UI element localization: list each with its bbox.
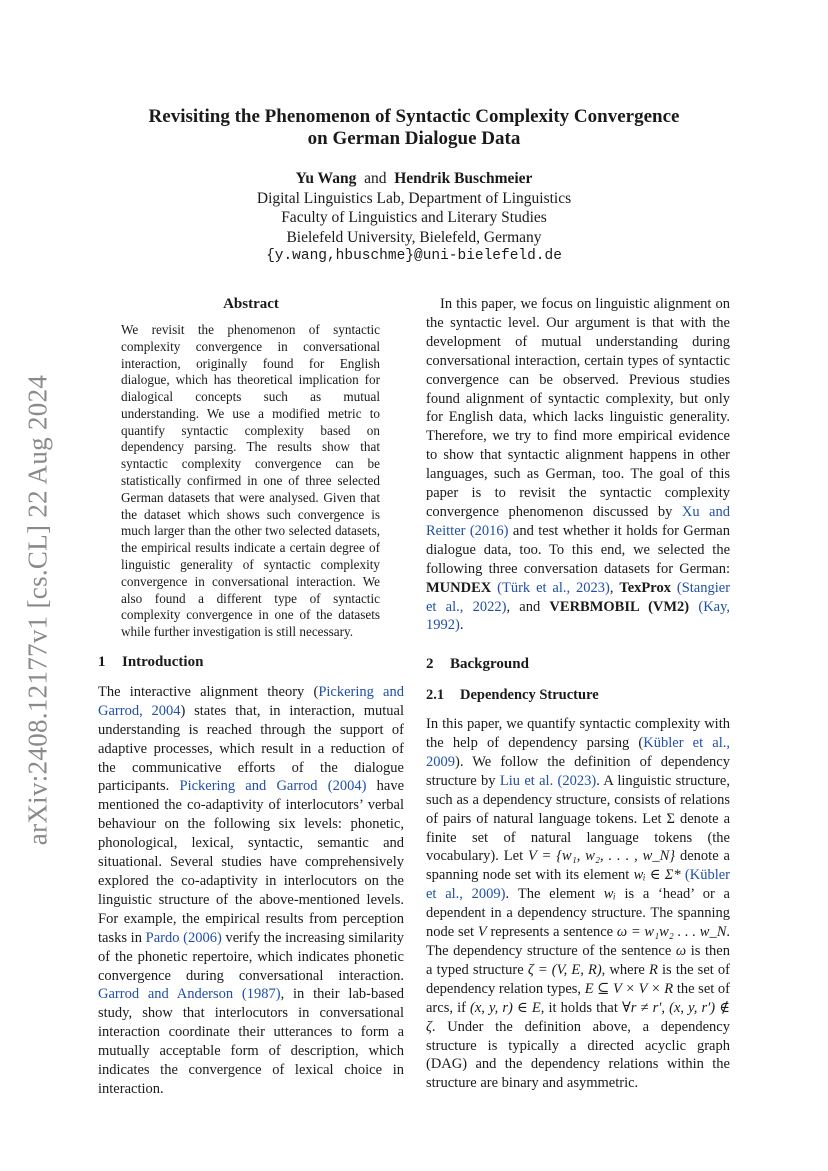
dep-text-b: ). We follow the definition of dependency structure by — [426, 753, 730, 789]
intro-text-b: ) states that, in interaction, mutual understanding is reached through the support of adaptive processes, which result in a reduction of the communicative efforts of the dialogue participants. — [98, 702, 405, 795]
intro-text-a: The interactive alignment theory ( — [98, 683, 319, 700]
math-expression: R — [649, 961, 658, 978]
affiliation-2: Faculty of Linguistics and Literary Studies — [281, 209, 547, 226]
math-expression: ω — [675, 943, 687, 959]
citation-link[interactable]: Kübler et al., 2009 — [426, 735, 731, 770]
intro-paragraph — [98, 683, 404, 1099]
dep-text-e: . The element — [505, 886, 604, 903]
intro-text-e: , in their lab-based study, show that interlocutors in conversational interaction coordinate their utterances to form a mutually acceptable form of description, which indicates the convergence of lexical choice in interaction. — [98, 986, 404, 1097]
affiliation-1: Digital Linguistics Lab, Department of Linguistics — [256, 189, 572, 207]
section-2-number: 2 — [426, 656, 434, 673]
subsection-2-1-heading — [426, 686, 730, 705]
arxiv-side-stamp — [18, 360, 58, 860]
section-1-number: 1 — [98, 654, 106, 671]
dependency-structure-paragraph — [426, 715, 730, 1093]
section-1-title: Introduction — [122, 654, 204, 671]
math-expression: V — [477, 924, 487, 941]
author-email: {y.wang,hbuschme}@uni-bielefeld.de — [266, 248, 562, 264]
dataset-name: TexProx — [619, 579, 671, 596]
subsection-2-1-title: Dependency Structure — [460, 687, 599, 704]
arxiv-identifier: arXiv:2408.12177v1 [cs.CL] 22 Aug 2024 — [22, 374, 53, 846]
author-2: Hendrik Buschmeier — [394, 170, 533, 187]
math-expression: ζ = (V, E, R) — [527, 961, 602, 978]
affiliation-3: Bielefeld University, Bielefeld, Germany — [286, 228, 542, 246]
dep-text-k: is the set of dependency relation types, — [426, 961, 731, 997]
left-column — [98, 295, 404, 1099]
intro-text-c: have mentioned the co-adaptivity of interlocutors’ verbal behaviour on the following six levels: phonetic, phonological, lexical, syntactic, semantic and situational. Several studies have comprehensively explored the co-adaptivity in interlocutors on the linguistic structure of the above-mentioned levels. For example, the empirical results from perception tasks in — [98, 778, 404, 946]
math-expression: wᵢ — [603, 886, 616, 903]
abstract-heading: Abstract — [223, 296, 279, 312]
dep-text-g: represents a sentence — [486, 924, 617, 941]
author-names — [100, 169, 728, 189]
citation-link[interactable]: Liu et al. (2023) — [499, 772, 597, 789]
author-block — [100, 169, 728, 267]
dep-text-l: the set of arcs, if — [426, 980, 730, 1016]
dep-text-c: . A linguistic structure, such as a dependency structure, consists of relations of pairs of natural language tokens. Let Σ denote a finite set of natural language tokens (the vocabulary). Let — [426, 772, 730, 865]
citation-link[interactable]: (Kübler et al., 2009) — [426, 867, 730, 903]
dep-text-n: . Under the definition above, a dependency structure is typically a directed acyclic graph (DAG) and the dependency relations within the structure are binary and asymmetric. — [426, 1018, 730, 1092]
dep-text-d: denote a spanning node set with its element — [426, 848, 730, 884]
section-2-title: Background — [450, 656, 529, 673]
math-expression: ∀r ≠ r′, (x, y, r′) ∉ ζ — [426, 999, 730, 1035]
math-expression: wᵢ ∈ Σ* — [633, 867, 681, 884]
section-1-heading — [98, 653, 404, 672]
citation-link[interactable]: Pickering and Garrod (2004) — [179, 778, 367, 795]
citation-link[interactable]: (Kay, 1992) — [426, 598, 731, 634]
right-intro-text-b: and test whether it holds for German dialogue data, too. To this end, we selected the following three conversation datasets for German: — [426, 522, 730, 577]
dataset-name: VERBMOBIL (VM2) — [549, 598, 690, 615]
paper-title — [100, 106, 728, 150]
right-intro-text-a: In this paper, we focus on linguistic alignment on the syntactic level. Our argument is that with the development of mutual understanding during conversational interaction, certain types of syntactic convergence can be observed. Previous studies found alignment of syntactic complexity, but only for English data, which lacks linguistic generality. Therefore, we try to find more empirical evidence to show that syntactic alignment happens in other languages, such as German, too. The goal of this paper is to revisit the syntactic complexity convergence phenomenon discussed by — [426, 296, 730, 520]
math-expression: ω = w₁w₂ . . . w_N — [616, 924, 727, 941]
citation-link[interactable]: (Türk et al., 2023) — [497, 579, 610, 596]
math-expression: E ⊆ V × V × R — [584, 980, 674, 997]
section-2-heading — [426, 655, 730, 674]
title-line-1: Revisiting the Phenomenon of Syntactic Complexity Convergence — [148, 106, 680, 127]
citation-link[interactable]: Pardo (2006) — [145, 929, 222, 946]
dep-text-a: In this paper, we quantify syntactic complexity with the help of dependency parsing ( — [426, 716, 730, 752]
citation-link[interactable]: Garrod and Anderson (1987) — [98, 986, 281, 1003]
author-and: and — [364, 170, 387, 187]
intro-text-d: verify the increasing similarity of the phonetic repertoire, which indicates phonetic convergence during conversational interaction. — [98, 929, 404, 984]
citation-link[interactable]: (Stangier et al., 2022) — [426, 579, 731, 615]
title-line-2: on German Dialogue Data — [307, 128, 521, 149]
dep-text-i: is then a typed structure — [426, 943, 730, 978]
dep-text-f: is a ‘head’ or a dependent in a dependency structure. The spanning node set — [426, 886, 730, 941]
abstract-text: We revisit the phenomenon of syntactic complexity convergence in conversational interaction, originally found for English dialogue, which has theoretical implication for dialogical concepts such as mutual understanding. We use a modified metric to quantify syntactic complexity based on dependency parsing. The results show that syntactic complexity convergence can be statistically confirmed in one of three selected German datasets that were analysed. Given that the dataset which shows such convergence is much larger than the other two selected datasets, the empirical results indicate a certain degree of linguistic generality of syntactic complexity convergence in conversational interaction. We also found a different type of syntactic complexity convergence in one of the datasets while further investigation is still necessary. — [121, 321, 380, 640]
citation-link[interactable]: Xu and Reitter (2016) — [426, 503, 730, 539]
citation-link-year[interactable]: , 2004 — [139, 702, 181, 719]
author-1: Yu Wang — [295, 170, 357, 187]
math-expression: (x, y, r) ∈ E — [470, 999, 541, 1016]
right-intro-text-d: . — [459, 617, 464, 634]
right-column — [426, 295, 730, 1093]
dataset-name: MUNDEX — [426, 579, 492, 596]
citation-link[interactable]: Pickering and Garrod — [98, 683, 404, 719]
math-expression: V = {w₁, w₂, . . . , w_N} — [528, 848, 676, 865]
dep-text-m: , it holds that — [540, 999, 622, 1016]
subsection-2-1-number: 2.1 — [426, 687, 445, 704]
right-intro-text-c: , and — [506, 598, 550, 615]
intro-continuation-paragraph: In this paper, we focus on linguistic alignment on the syntactic level. Our argument is that with the development of mutual understanding during conversational interaction, certain types of syntactic convergence can be observed. Previous studies found alignment of syntactic complexity, but only for English data, which lacks linguistic generality. Therefore, we try to find more empirical evidence to show that syntactic alignment happens in other languages, such as German, too. The goal of this paper is to revisit the syntactic complexity convergence phenomenon discussed by Xu and Reitter (2016) and test whether it holds for German dialogue data, too. To this end, we selected the following three conversation datasets for German: MUNDEX (Türk et al., 2023), TexProx (Stangier et al., 2022), and VERBMOBIL (VM2) (Kay, 1992). — [426, 296, 731, 634]
dep-text-j: , where — [601, 961, 649, 978]
dep-text-h: . The dependency structure of the sentence — [426, 924, 730, 959]
